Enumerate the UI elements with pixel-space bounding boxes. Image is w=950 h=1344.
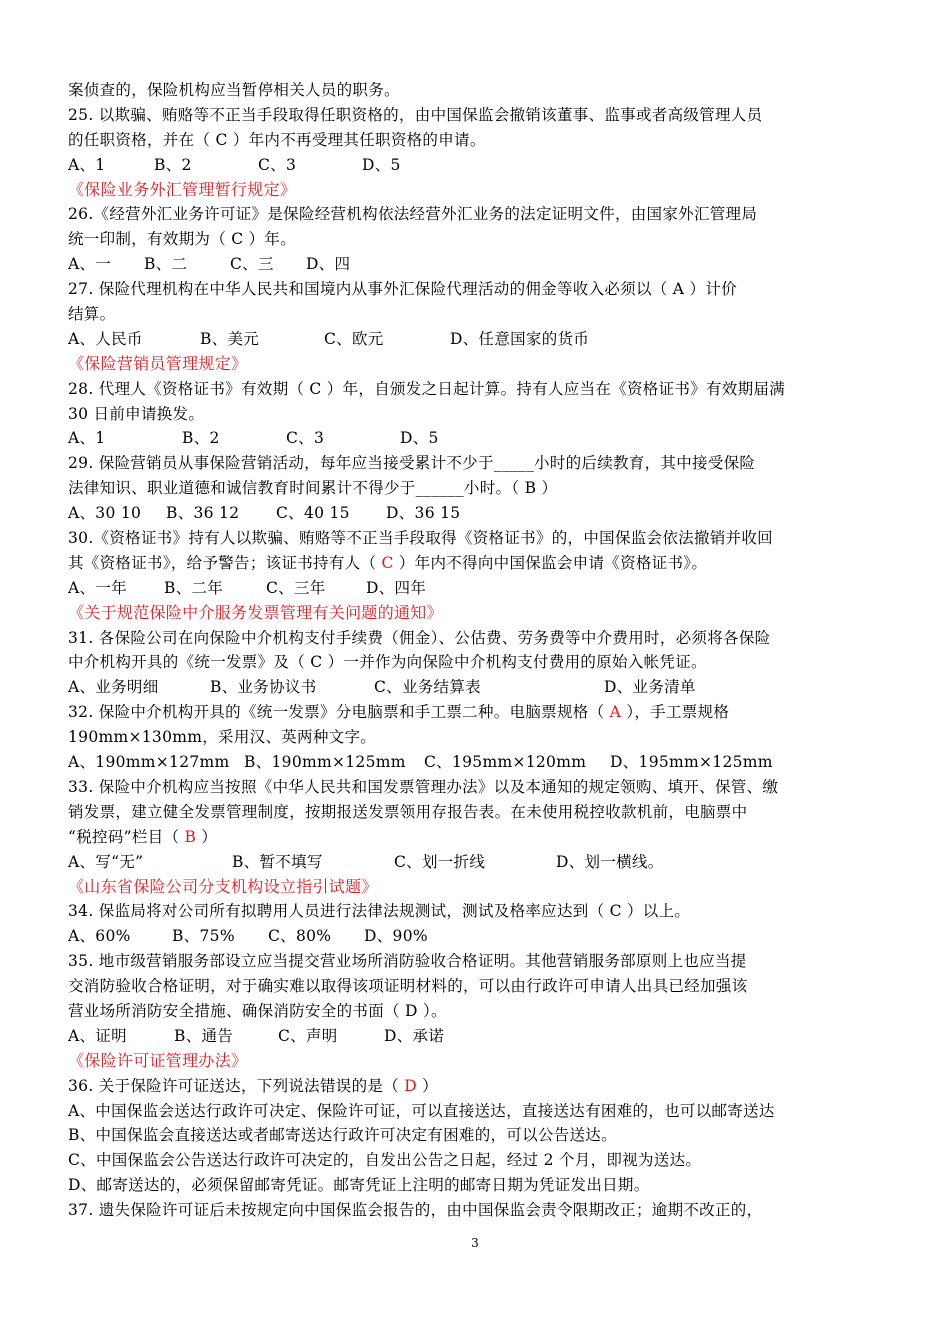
text-line: 法律知识、职业道德和诚信教育时间累计不得少于______小时。（ B ）	[68, 479, 558, 498]
option: B、36 12	[166, 504, 240, 523]
option: C、欧元	[324, 329, 384, 348]
option: C、40 15	[276, 504, 350, 523]
text-line: 销发票，建立健全发票管理制度，按期报送发票领用存报告表。在未使用税控收款机前，电脑票中	[68, 802, 748, 821]
answer: B	[184, 827, 197, 846]
option: C、声明	[278, 1026, 338, 1045]
option: A、190mm×127mm	[68, 753, 230, 772]
option: C、195mm×120mm	[424, 753, 587, 772]
question-35: 35. 地市级营销服务部设立应当提交营业场所消防验收合格证明。其他营销服务部原则上也应当提	[68, 952, 747, 971]
section-heading: 《关于规范保险中介服务发票管理有关问题的通知》	[68, 602, 443, 622]
option: C、80%	[268, 927, 332, 946]
text-line: 中介机构开具的《统一发票》及（ C ）一并作为向保险中介机构支付费用的原始入帐凭证。	[68, 653, 707, 672]
option: A、证明	[68, 1026, 127, 1045]
question-28: 28. 代理人《资格证书》有效期（ C ）年，自颁发之日起计算。持有人应当在《资格证书》有效期届满	[68, 379, 785, 398]
option: C、3	[286, 429, 325, 448]
option: C、三	[230, 255, 274, 274]
option: B、业务协议书	[210, 678, 317, 697]
answer: C	[381, 553, 394, 572]
question-26: 26.《经营外汇业务许可证》是保险经营机构依法经营外汇业务的法定证明文件，由国家外汇管理局	[68, 205, 758, 224]
option: D、90%	[364, 927, 428, 946]
option: B、二	[144, 255, 188, 274]
option: A、写“无”	[68, 852, 144, 871]
text-line: 营业场所消防安全措施、确保消防安全的书面（ D ）。	[68, 1001, 447, 1020]
answer: C	[215, 130, 228, 149]
options-25	[68, 153, 888, 178]
text-line: 30 日前申请换发。	[68, 404, 205, 423]
text-line: 的任职资格，并在（ C ）年内不再受理其任职资格的申请。	[68, 130, 486, 149]
options-28	[68, 426, 888, 451]
option: C、三年	[266, 578, 326, 597]
option: B、75%	[172, 927, 235, 946]
section-heading: 《保险营销员管理规定》	[68, 353, 248, 373]
section-heading: 《山东省保险公司分支机构设立指引试题》	[68, 876, 378, 896]
option: D、四年	[366, 578, 427, 597]
option: D、承诺	[384, 1026, 445, 1045]
answer: A	[609, 703, 622, 722]
text-line: A、中国保监会送达行政许可决定、保险许可证，可以直接送达，直接送达有困难的，也可以邮寄送达	[68, 1101, 775, 1120]
option: A、人民币	[68, 329, 143, 348]
text-line: 190mm×130mm，采用汉、英两种文字。	[68, 728, 377, 747]
option: B、通告	[174, 1026, 234, 1045]
option: A、30 10	[68, 504, 142, 523]
option: D、业务清单	[604, 678, 696, 697]
question-33: 33. 保险中介机构应当按照《中华人民共和国发票管理办法》以及本通知的规定领购、填开、保管、缴	[68, 777, 779, 796]
option: C、业务结算表	[374, 678, 481, 697]
option: B、2	[154, 155, 192, 174]
options-32	[68, 750, 888, 775]
option: A、1	[68, 155, 106, 174]
option: D、划一横线。	[556, 852, 664, 871]
option: B、二年	[164, 578, 224, 597]
question-34: 34. 保监局将对公司所有拟聘用人员进行法律法规测试，测试及格率应达到（ C ）以上。	[68, 902, 691, 921]
option: B、美元	[200, 329, 260, 348]
text-line: 案侦查的，保险机构应当暂停相关人员的职务。	[68, 81, 400, 99]
option: B、190mm×125mm	[244, 753, 406, 772]
option: B、2	[182, 429, 220, 448]
question-32: 32. 保险中介机构开具的《统一发票》分电脑票和手工票二种。电脑票规格（ A ），手工票规格	[68, 703, 730, 722]
option: B、暂不填写	[232, 852, 323, 871]
question-31: 31. 各保险公司在向保险中介机构支付手续费（佣金）、公估费、劳务费等中介费用时，必须将各保险	[68, 628, 771, 647]
options-30	[68, 576, 888, 601]
answer: D	[404, 1076, 417, 1095]
option: A、一年	[68, 578, 127, 597]
options-27	[68, 327, 888, 352]
option: A、60%	[68, 927, 131, 946]
text-line: B、中国保监会直接送达或者邮寄送达行政许可决定有困难的，可以公告送达。	[68, 1126, 617, 1145]
document-body	[68, 78, 888, 1223]
option: D、195mm×125mm	[610, 753, 773, 772]
text-line: 统一印制，有效期为（ C ）年。	[68, 230, 297, 249]
option: D、36 15	[386, 504, 461, 523]
option: D、任意国家的货币	[450, 329, 590, 348]
options-26	[68, 252, 888, 277]
text-line: C、中国保监会公告送达行政许可决定的，自发出公告之日起，经过 2 个月，即视为送达。	[68, 1151, 702, 1170]
text-line: 交消防验收合格证明，对于确实难以取得该项证明材料的，可以由行政许可申请人出具已经加强该	[68, 977, 748, 996]
options-35	[68, 1024, 888, 1049]
section-heading: 《保险许可证管理办法》	[68, 1050, 248, 1070]
text-line: D、邮寄送达的，必须保留邮寄凭证。邮寄凭证上注明的邮寄日期为凭证发出日期。	[68, 1176, 650, 1195]
option: D、5	[400, 429, 439, 448]
options-34	[68, 924, 888, 949]
question-29: 29. 保险营销员从事保险营销活动，每年应当接受累计不少于_____小时的后续教育，其中接受保险	[68, 454, 756, 473]
text-line: “税控码”栏目（ B ）	[68, 827, 218, 846]
question-36: 36. 关于保险许可证送达，下列说法错误的是（ D ）	[68, 1076, 438, 1095]
question-30: 30.《资格证书》持有人以欺骗、贿赂等不正当手段取得《资格证书》的，中国保监会依法撤销并收回	[68, 529, 773, 548]
text-line: 结算。	[68, 305, 116, 324]
option: D、5	[362, 155, 401, 174]
option: C、划一折线	[394, 852, 486, 871]
question-37: 37. 遗失保险许可证后未按规定向中国保监会报告的，由中国保监会责令限期改正；逾期不改正的，	[68, 1201, 763, 1220]
options-31	[68, 675, 888, 700]
options-33	[68, 850, 888, 875]
option: D、四	[306, 255, 351, 274]
question-25: 25. 以欺骗、贿赂等不正当手段取得任职资格的，由中国保监会撤销该董事、监事或者高级管理人员	[68, 105, 763, 124]
options-29	[68, 501, 888, 526]
option: A、1	[68, 429, 106, 448]
option: A、业务明细	[68, 678, 159, 697]
text-line: 其《资格证书》，给予警告；该证书持有人（ C ）年内不得向中国保监会申请《资格证书》。	[68, 553, 708, 572]
question-27: 27. 保险代理机构在中华人民共和国境内从事外汇保险代理活动的佣金等收入必须以（ A ）计价	[68, 280, 737, 299]
option: A、一	[68, 255, 112, 274]
option: C、3	[258, 155, 297, 174]
page-number: 3	[471, 1236, 479, 1250]
section-heading: 《保险业务外汇管理暂行规定》	[68, 179, 297, 199]
